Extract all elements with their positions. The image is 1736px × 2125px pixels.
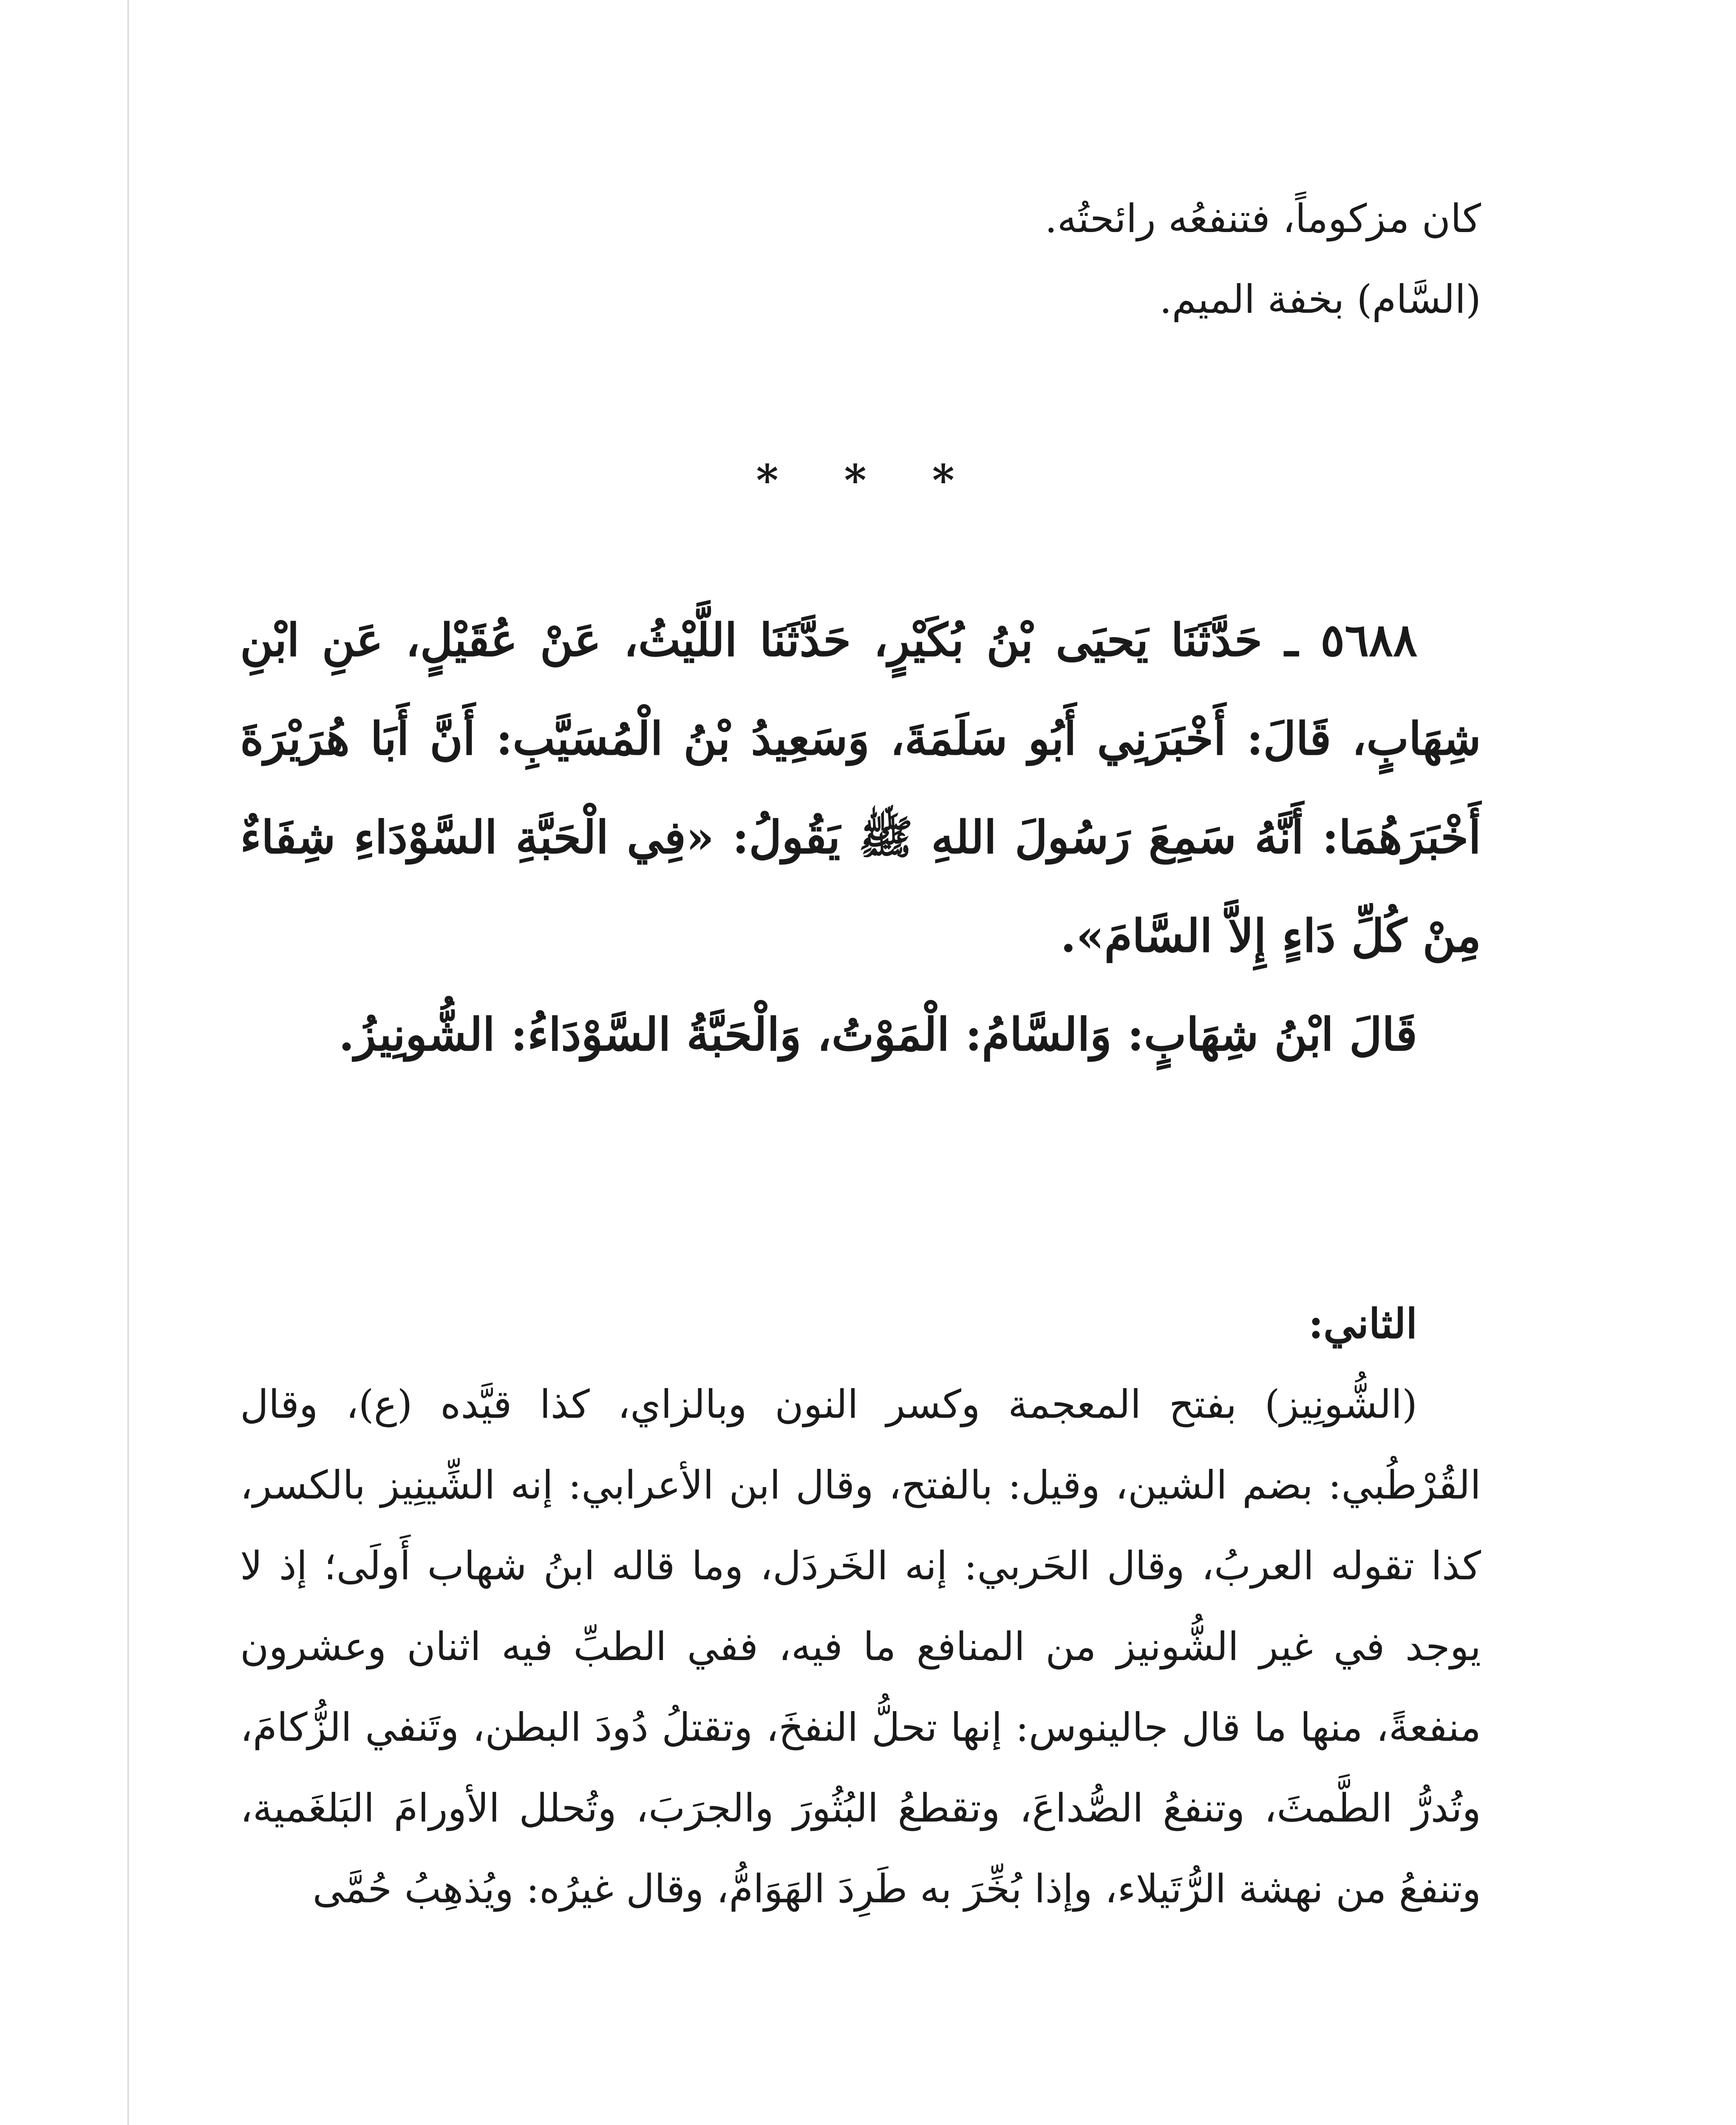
commentary-block — [240, 1284, 1481, 1930]
commentary-heading: الثاني: — [1308, 1300, 1417, 1348]
top-continuation — [240, 178, 1481, 340]
ibn-shihab-note: قَالَ ابْنُ شِهَابٍ: وَالسَّامُ: الْمَوْتُ، وَالْحَبَّةُ السَّوْدَاءُ: الشُّونِيزُ. — [339, 1008, 1417, 1061]
section-separator: * * * — [756, 455, 980, 505]
page-edge-line — [127, 0, 129, 2125]
continuation-line: كان مزكوماً، فتنفعُه رائحتُه. — [1045, 196, 1481, 241]
sam-gloss-line: (السَّام) بخفة الميم. — [1159, 277, 1481, 322]
hadith-text: ٥٦٨٨ ـ حَدَّثَنَا يَحيَى بْنُ بُكَيْرٍ، حَدَّثَنَا اللَّيْثُ، عَنْ عُقَيْلٍ، عَنِ ابْنِ شِهَابٍ، قَالَ: أَخْبَرَنِي أَبُو سَلَمَةَ، وَسَعِيدُ بْنُ الْمُسَيَّبِ: أَنَّ أَبَا هُرَيْرَةَ أَخْبَرَهُمَا: أَنَّهُ سَمِعَ رَسُولَ اللهِ ﷺ يَقُولُ: «فِي الْحَبَّةِ السَّوْدَاءِ شِفَاءٌ مِنْ كُلِّ دَاءٍ إِلاَّ السَّامَ». — [240, 613, 1481, 962]
hadith-block — [240, 591, 1481, 1084]
commentary-text: (الشُّونِيز) بفتح المعجمة وكسر النون وبالزاي، كذا قيَّده (ع)، وقال القُرْطُبي: بضم الشين، وقيل: بالفتح، وقال ابن الأعرابي: إنه الشِّينِيز بالكسر، كذا تقوله العربُ، وقال الحَربي: إنه الخَردَل، وما قاله ابنُ شهاب أَولَى؛ إذ لا يوجد في غير الشُّونيز من المنافع ما فيه، ففي الطبِّ فيه اثنان وعشرون منفعةً، منها ما قال جالينوس: إنها تحلُّ النفخَ، وتقتلُ دُودَ البطن، وتَنفي الزُّكامَ، وتُدرُّ الطَّمثَ، وتنفعُ الصُّداعَ، وتقطعُ البُثُورَ والجرَبَ، وتُحلل الأورامَ البَلغَمية، وتنفعُ من نهشة الرُّتَيلاء، وإذا بُخِّرَ به طَرِدَ الهَوَامُّ، وقال غيرُه: ويُذهِبُ حُمَّى — [240, 1382, 1481, 1912]
